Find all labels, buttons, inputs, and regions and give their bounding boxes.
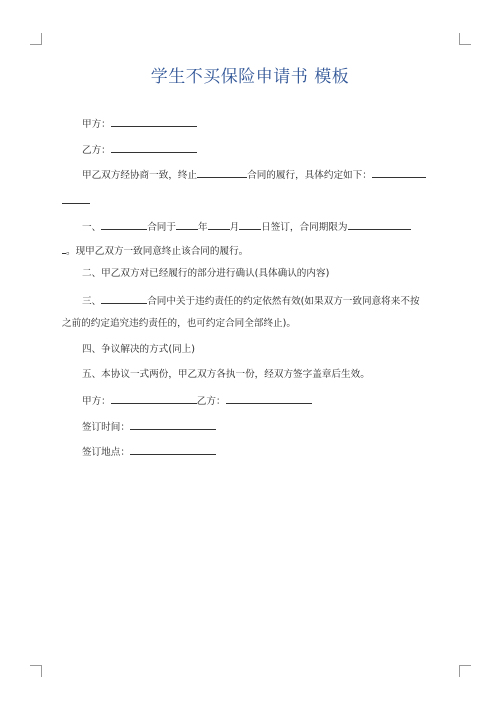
clause1-text-part1: 合同于 xyxy=(147,222,176,233)
term-blank[interactable] xyxy=(348,220,411,230)
clause3-contract-blank[interactable] xyxy=(101,294,147,304)
clause2-line: 二、甲乙双方对已经履行的部分进行确认(具体确认的内容) xyxy=(82,268,330,279)
document-title: 学生不买保险申请书 模板 xyxy=(150,67,350,87)
intro-continuation-blank[interactable] xyxy=(62,194,90,204)
signature-party-b-blank[interactable] xyxy=(226,394,312,404)
intro-continuation-line xyxy=(62,194,90,208)
clause1-contract-blank[interactable] xyxy=(101,220,147,230)
month-label: 月 xyxy=(229,222,240,233)
clause3-continuation-line: 之前的约定追究违约责任的，也可约定合同全部终止)。 xyxy=(62,318,296,329)
crop-mark-bottom-left xyxy=(30,665,42,677)
signature-party-b-label: 乙方： xyxy=(196,396,226,407)
party-b-line xyxy=(82,143,197,157)
crop-mark-top-right xyxy=(459,33,471,45)
sign-place-blank[interactable] xyxy=(130,445,216,455)
crop-mark-bottom-right xyxy=(459,665,471,677)
clause3-prefix: 三、 xyxy=(82,296,102,307)
intro-text-part2: 合同的履行，具体约定如下： xyxy=(247,170,372,181)
sign-time-blank[interactable] xyxy=(130,420,216,430)
sign-time-line xyxy=(82,420,216,434)
intro-tail-blank[interactable] xyxy=(372,168,426,178)
contract-name-blank[interactable] xyxy=(197,168,247,178)
party-b-label: 乙方： xyxy=(82,145,111,156)
party-a-line xyxy=(82,117,197,131)
clause1-prefix: 一、 xyxy=(82,222,102,233)
day-blank[interactable] xyxy=(239,220,261,230)
clause3-text-part1: 合同中关于违约责任的约定依然有效(如果双方一致同意将来不按 xyxy=(147,296,420,307)
year-blank[interactable] xyxy=(176,220,198,230)
party-a-blank[interactable] xyxy=(111,117,197,127)
sign-place-label: 签订地点： xyxy=(82,447,130,458)
clause1-text-part2: 日签订，合同期限为 xyxy=(261,222,348,233)
signature-party-a-label: 甲方： xyxy=(82,396,111,407)
sign-place-line xyxy=(82,445,216,459)
sign-time-label: 签订时间： xyxy=(82,422,130,433)
party-a-label: 甲方： xyxy=(82,119,111,130)
clause5-line: 五、本协议一式两份，甲乙双方各执一份，经双方签字盖章后生效。 xyxy=(82,369,370,380)
clause4-line: 四、争议解决的方式(同上) xyxy=(82,344,196,355)
intro-line xyxy=(82,168,426,182)
intro-text-part1: 甲乙双方经协商一致，终止 xyxy=(82,170,198,181)
party-b-blank[interactable] xyxy=(111,143,197,153)
clause1-line xyxy=(82,220,411,234)
month-blank[interactable] xyxy=(208,220,230,230)
clause3-line xyxy=(82,294,420,308)
signature-party-a-blank[interactable] xyxy=(111,394,197,404)
clause1-continuation: 。现甲乙双方一致同意终止该合同的履行。 xyxy=(66,246,249,257)
signature-parties-line xyxy=(82,394,312,408)
year-label: 年 xyxy=(197,222,208,233)
clause1-continuation-line xyxy=(62,244,248,258)
crop-mark-top-left xyxy=(30,33,42,45)
